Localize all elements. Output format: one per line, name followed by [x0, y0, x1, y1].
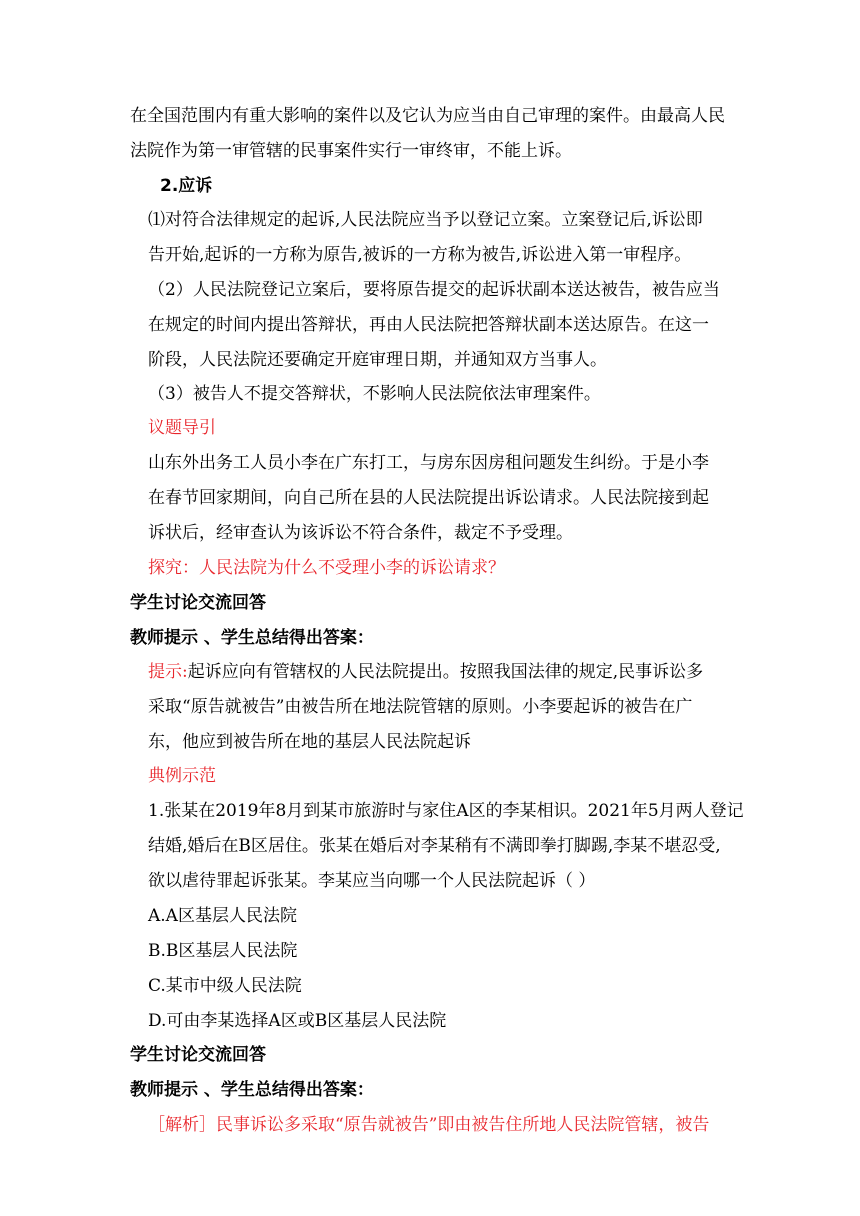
text-line: 法院作为第一审管辖的民事案件实行一审终审，不能上诉。 — [130, 141, 572, 161]
option-c: C.某市中级人民法院 — [148, 976, 302, 996]
teacher-hint-label: 教师提示 、学生总结得出答案： — [130, 628, 374, 648]
topic-guide-heading: 议题导引 — [148, 418, 216, 438]
text-line: （2）人民法院登记立案后，要将原告提交的起诉状副本送达被告，被告应当 — [148, 280, 720, 300]
option-d: D.可由李某选择A区或B区基层人民法院 — [148, 1011, 447, 1031]
inquiry-question: 探究：人民法院为什么不受理小李的诉讼请求？ — [148, 558, 505, 578]
analysis-line: ［解析］民事诉讼多采取“原告就被告”即由被告住所地人民法院管辖，被告 — [148, 1115, 710, 1135]
text-line: 东，他应到被告所在地的基层人民法院起诉 — [148, 732, 471, 752]
option-b: B.B区基层人民法院 — [148, 941, 298, 961]
text-line: 结婚,婚后在B区居住。张某在婚后对李某稍有不满即拳打脚踢,李某不堪忍受, — [148, 836, 721, 856]
text-line: （3）被告人不提交答辩状，不影响人民法院依法审理案件。 — [148, 384, 601, 404]
student-discussion-label: 学生讨论交流回答 — [130, 593, 266, 613]
text-line: 在规定的时间内提出答辩状，再由人民法院把答辩状副本送达原告。在这一 — [148, 315, 709, 335]
hint-line — [148, 660, 703, 684]
option-a: A.A区基层人民法院 — [148, 906, 297, 926]
text-line: 1.张某在2019年8月到某市旅游时与家住A区的李某相识。2021年5月两人登记 — [148, 801, 744, 821]
text-line: 在全国范围内有重大影响的案件以及它认为应当由自己审理的案件。由最高人民 — [130, 106, 725, 126]
text-line: 欲以虐待罪起诉张某。李某应当向哪一个人民法院起诉（ ） — [148, 871, 596, 891]
hint-text: 起诉应向有管辖权的人民法院提出。按照我国法律的规定,民事诉讼多 — [187, 662, 704, 682]
text-line: 采取“原告就被告”由被告所在地法院管辖的原则。小李要起诉的被告在广 — [148, 697, 693, 717]
section-heading-respond: 2.应诉 — [160, 176, 213, 196]
text-line: 山东外出务工人员小李在广东打工，与房东因房租问题发生纠纷。于是小李 — [148, 453, 709, 473]
text-line: 诉状后，经审查认为该诉讼不符合条件，裁定不予受理。 — [148, 523, 573, 543]
text-line: 阶段，人民法院还要确定开庭审理日期，并通知双方当事人。 — [148, 350, 607, 370]
text-line: ⑴对符合法律规定的起诉,人民法院应当予以登记立案。立案登记后,诉讼即 — [148, 210, 703, 230]
teacher-hint-label: 教师提示 、学生总结得出答案： — [130, 1080, 374, 1100]
student-discussion-label: 学生讨论交流回答 — [130, 1045, 266, 1065]
text-line: 告开始,起诉的一方称为原告,被诉的一方称为被告,诉讼进入第一审程序。 — [148, 245, 692, 265]
text-line: 在春节回家期间，向自己所在县的人民法院提出诉讼请求。人民法院接到起 — [148, 488, 709, 508]
example-heading: 典例示范 — [148, 766, 216, 786]
hint-prefix: 提示: — [148, 662, 188, 682]
